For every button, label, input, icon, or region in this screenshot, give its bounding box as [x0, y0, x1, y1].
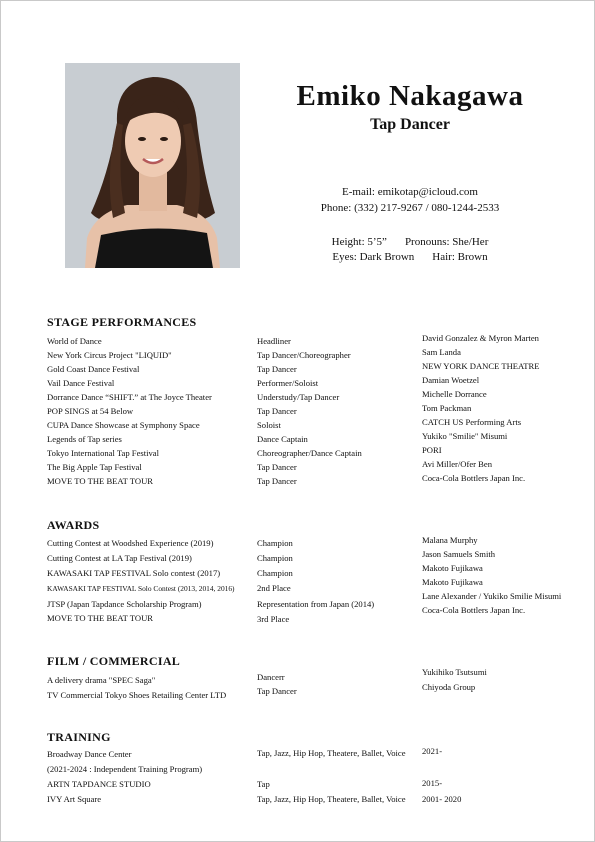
stage-role: Tap Dancer/Choreographer — [257, 350, 351, 360]
stage-title: MOVE TO THE BEAT TOUR — [47, 476, 154, 486]
award-result: 2nd Place — [257, 583, 291, 593]
award-judge: Lane Alexander / Yukiko Smilie Misumi — [422, 591, 562, 601]
candidate-name: Emiko Nakagawa — [296, 80, 524, 112]
film-director: Yukihiko Tsutsumi — [422, 667, 487, 677]
stage-heading: STAGE PERFORMANCES — [47, 315, 197, 329]
stage-title: POP SINGS at 54 Below — [47, 406, 134, 416]
stage-director: NEW YORK DANCE THEATRE — [422, 361, 540, 371]
training-years: 2015- — [422, 778, 443, 788]
stage-director: Sam Landa — [422, 347, 461, 357]
training-note: (2021-2024 : Independent Training Program) — [47, 764, 203, 774]
stage-director: Coca-Cola Bottlers Japan Inc. — [422, 473, 526, 483]
training-school: IVY Art Square — [47, 794, 102, 804]
stage-director: CATCH US Performing Arts — [422, 417, 522, 427]
training-years: 2001- 2020 — [422, 794, 462, 804]
film-director: Chiyoda Group — [422, 682, 476, 692]
stage-director: Tom Packman — [422, 403, 472, 413]
stage-director: Avi Miller/Ofer Ben — [422, 459, 493, 469]
training-school: ARTN TAPDANCE STUDIO — [47, 779, 151, 789]
stage-director: PORI — [422, 445, 442, 455]
stage-title: Gold Coast Dance Festival — [47, 364, 140, 374]
training-heading: TRAINING — [47, 730, 111, 744]
film-role: Dancerr — [257, 672, 285, 682]
training-styles: Tap, Jazz, Hip Hop, Theatere, Ballet, Voice — [257, 794, 406, 804]
film-title: A delivery drama "SPEC Saga" — [47, 675, 156, 685]
stage-director: Michelle Dorrance — [422, 389, 487, 399]
headshot-photo — [65, 63, 240, 268]
phone-line: Phone: (332) 217-9267 / 080-1244-2533 — [320, 202, 500, 214]
film-title: TV Commercial Tokyo Shoes Retailing Center LTD — [47, 690, 227, 700]
training-years: 2021- — [422, 746, 443, 756]
training-styles: Tap, Jazz, Hip Hop, Theatere, Ballet, Voice — [257, 748, 406, 758]
stage-role: Tap Dancer — [257, 476, 297, 486]
portrait-image — [65, 63, 240, 268]
award-title: Cutting Contest at LA Tap Festival (2019) — [47, 553, 192, 563]
award-title: MOVE TO THE BEAT TOUR — [47, 613, 154, 623]
stage-role: Choreographer/Dance Captain — [257, 448, 362, 458]
award-judge: Makoto Fujikawa — [422, 577, 483, 587]
stage-director: David Gonzalez & Myron Marten — [422, 333, 539, 343]
stage-role: Understudy/Tap Dancer — [257, 392, 340, 402]
stage-title: World of Dance — [47, 336, 102, 346]
stage-title: Dorrance Dance “SHIFT.” at The Joyce Theater — [47, 392, 212, 402]
award-result: Champion — [257, 553, 293, 563]
award-title: KAWASAKI TAP FESTIVAL Solo contest (2017) — [47, 568, 221, 578]
award-result: Champion — [257, 538, 293, 548]
film-role: Tap Dancer — [257, 686, 297, 696]
email-line: E-mail: emikotap@icloud.com — [342, 186, 478, 198]
training-styles: Tap — [257, 779, 270, 789]
stage-title: Legends of Tap series — [47, 434, 122, 444]
training-school: Broadway Dance Center — [47, 749, 132, 759]
stage-director: Yukiko "Smilie" Misumi — [422, 431, 508, 441]
stage-title: The Big Apple Tap Festival — [47, 462, 142, 472]
film-heading: FILM / COMMERCIAL — [47, 654, 181, 668]
stage-title: Tokyo International Tap Festival — [47, 448, 160, 458]
stage-title: CUPA Dance Showcase at Symphony Space — [47, 420, 200, 430]
stage-role: Tap Dancer — [257, 462, 297, 472]
stage-role: Soloist — [257, 420, 281, 430]
eyes-hair-line — [250, 251, 570, 263]
awards-heading: AWARDS — [47, 518, 100, 532]
award-judge: Coca-Cola Bottlers Japan Inc. — [422, 605, 526, 615]
eyes-text: Eyes: Dark Brown — [332, 251, 415, 263]
award-judge: Jason Samuels Smith — [422, 549, 496, 559]
hair-text: Hair: Brown — [432, 251, 488, 263]
stage-role: Performer/Soloist — [257, 378, 319, 388]
pronouns-text: Pronouns: She/Her — [404, 236, 489, 248]
stage-role: Headliner — [257, 336, 291, 346]
stage-role: Dance Captain — [257, 434, 308, 444]
candidate-role: Tap Dancer — [370, 116, 450, 133]
award-judge: Malana Murphy — [422, 535, 478, 545]
height-text: Height: 5’5” — [331, 236, 387, 248]
award-title: KAWASAKI TAP FESTIVAL Solo Contest (2013, 2014, 2016) — [47, 584, 235, 593]
stage-role: Tap Dancer — [257, 364, 297, 374]
award-result: Representation from Japan (2014) — [257, 599, 375, 609]
award-judge: Makoto Fujikawa — [422, 563, 483, 573]
award-result: Champion — [257, 568, 293, 578]
stage-title: New York Circus Project "LIQUID" — [47, 350, 172, 360]
stage-director: Damian Woetzel — [422, 375, 480, 385]
stage-role: Tap Dancer — [257, 406, 297, 416]
award-result: 3rd Place — [257, 614, 290, 624]
height-pronouns-line — [250, 236, 570, 248]
stage-title: Vail Dance Festival — [47, 378, 115, 388]
award-title: Cutting Contest at Woodshed Experience (2019) — [47, 538, 214, 548]
award-title: JTSP (Japan Tapdance Scholarship Program) — [47, 599, 202, 609]
